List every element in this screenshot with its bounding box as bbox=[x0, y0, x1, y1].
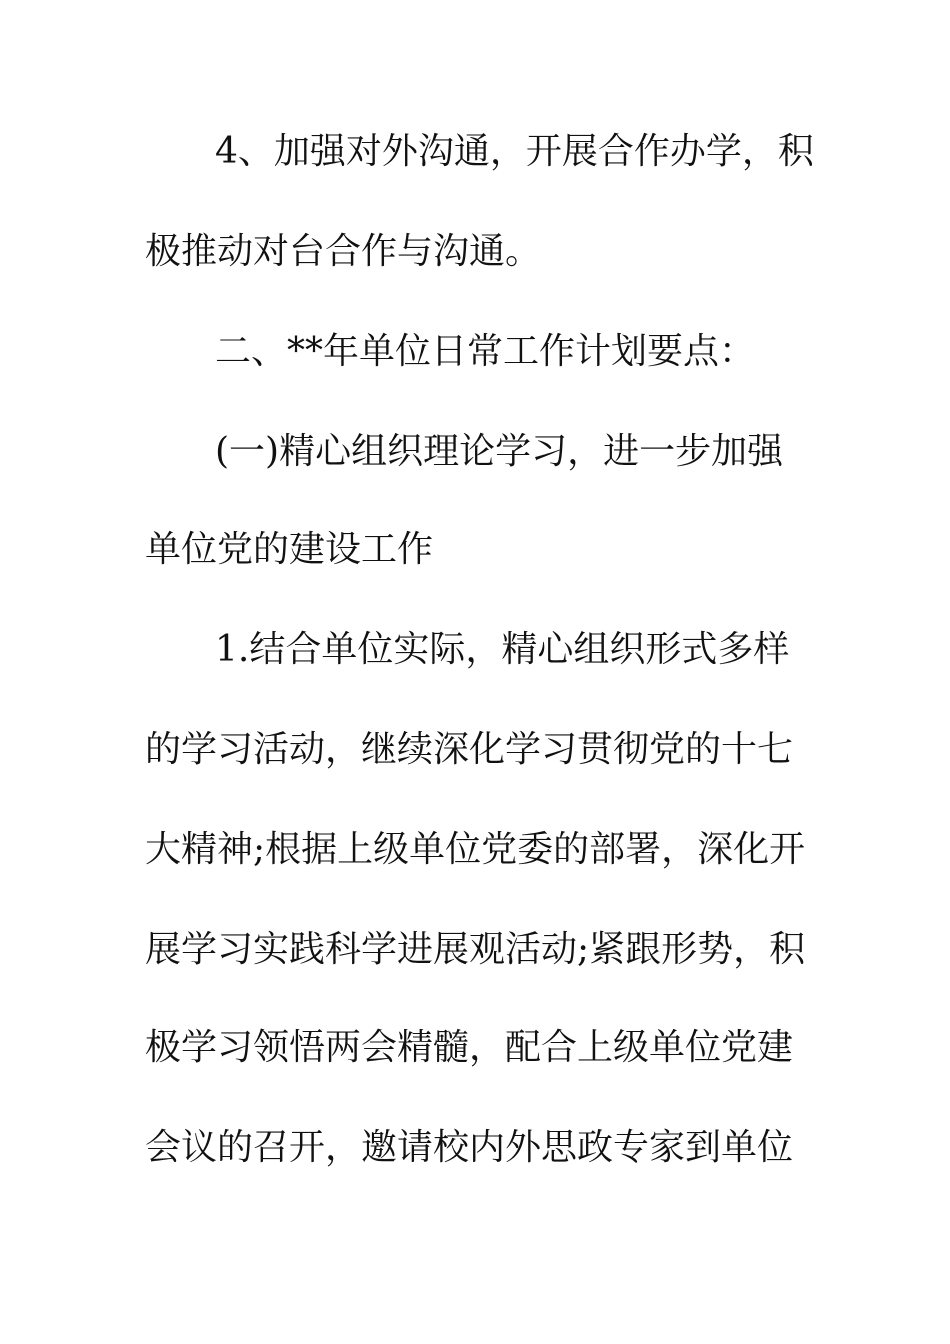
text-line: 大精神;根据上级单位党委的部署，深化开 bbox=[145, 829, 806, 870]
subsection-heading: (一)精心组织理论学习，进一步加强 bbox=[215, 431, 784, 472]
text-line: 展学习实践科学进展观活动;紧跟形势，积 bbox=[145, 929, 806, 970]
text-line: 极推动对台合作与沟通。 bbox=[145, 231, 542, 272]
subsection-heading-cont: 单位党的建设工作 bbox=[145, 529, 434, 570]
section-heading: 二、**年单位日常工作计划要点： bbox=[215, 331, 756, 372]
text-line: 的学习活动，继续深化学习贯彻党的十七 bbox=[145, 729, 794, 770]
text-line: 4、加强对外沟通，开展合作办学，积 bbox=[215, 131, 814, 172]
text-line: 1.结合单位实际，精心组织形式多样 bbox=[215, 629, 790, 670]
text-line: 极学习领悟两会精髓，配合上级单位党建 bbox=[145, 1027, 794, 1068]
text-line: 会议的召开，邀请校内外思政专家到单位 bbox=[145, 1127, 794, 1168]
